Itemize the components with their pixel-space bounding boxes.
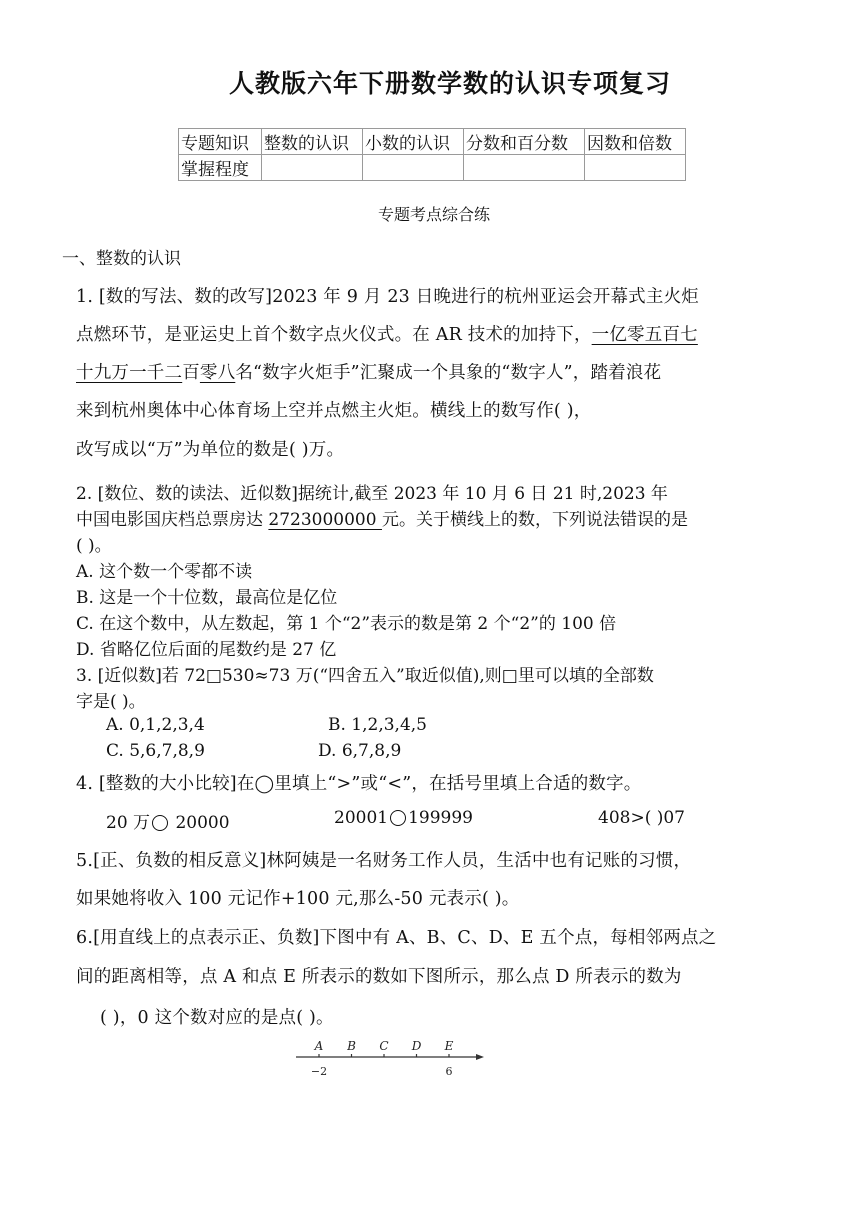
q6-line-1: 6.[用直线上的点表示正、负数]下图中有 A、B、C、D、E 五个点，每相邻两点之 [76, 928, 717, 948]
q1-text: 名“数字火炬手”汇聚成一个具象的“数字人”，踏着浪花 [235, 363, 662, 383]
q2-text: 元。关于横线上的数，下列说法错误的是 [381, 510, 688, 530]
point-a-value: −2 [310, 1065, 328, 1078]
q6-line-2: 间的距离相等，点 A 和点 E 所表示的数如下图所示，那么点 D 所表示的数为 [76, 967, 682, 987]
point-label-b: B [347, 1039, 356, 1053]
q1-underlined-number: 一亿零五百七 [591, 325, 698, 345]
table-cell [585, 155, 686, 181]
point-e-value: 6 [445, 1065, 453, 1078]
answer-circle-icon [390, 810, 406, 826]
table-cell [464, 155, 585, 181]
section-heading: 一、整数的认识 [62, 249, 181, 269]
number-line-diagram [288, 1036, 488, 1078]
q4-right-value: 199999 [408, 808, 473, 828]
q3-option-c: C. 5,6,7,8,9 [106, 741, 205, 761]
q2-underlined-number: 2723000000 [268, 510, 382, 530]
point-label-e: E [444, 1039, 454, 1053]
q4-left-value: 20001 [334, 808, 389, 828]
table-header-cell: 整数的认识 [262, 129, 363, 155]
q1-underlined-number: 零八 [199, 363, 236, 383]
q3-option-a: A. 0,1,2,3,4 [106, 715, 205, 735]
q2-option-d: D. 省略亿位后面的尾数约是 27 亿 [76, 640, 337, 660]
q1-line-4: 来到杭州奥体中心体育场上空并点燃主火炬。横线上的数写作( )， [76, 401, 592, 421]
table-row [179, 129, 686, 155]
q2-answer-blank: ( )。 [76, 536, 112, 556]
answer-circle-icon [152, 815, 168, 831]
section-subtitle: 专题考点综合练 [377, 205, 490, 224]
q3-option-b: B. 1,2,3,4,5 [328, 715, 427, 735]
point-label-d: D [411, 1039, 422, 1053]
q3-option-d: D. 6,7,8,9 [318, 741, 402, 761]
page-title: 人教版六年下册数学数的认识专项复习 [228, 69, 671, 98]
q5-line-2: 如果她将收入 100 元记作+100 元,那么-50 元表示( )。 [76, 889, 520, 909]
q4-compare-a [106, 808, 230, 833]
table-header-cell: 小数的认识 [363, 129, 464, 155]
q1-line-3 [76, 359, 661, 384]
q2-line-1: 2. [数位、数的读法、近似数]据统计,截至 2023 年 10 月 6 日 21 时,2023 年 [76, 484, 668, 504]
q4-fill-blank: 408>( )07 [598, 808, 685, 828]
q1-underlined-number: 十九万一千二 [76, 363, 183, 383]
q6-line-3: ( )，0 这个数对应的是点( )。 [100, 1008, 334, 1028]
table-header-cell: 因数和倍数 [585, 129, 686, 155]
q2-option-a: A. 这个数一个零都不读 [76, 562, 253, 582]
point-label-a: A [314, 1039, 324, 1053]
mastery-table [178, 128, 686, 181]
q4-right-value: 20000 [170, 813, 230, 833]
q3-line-1: 3. [近似数]若 72□530≈73 万(“四舍五入”取近似值),则□里可以填的全部数 [76, 666, 654, 686]
q1-text: 百 [182, 363, 200, 383]
table-row [179, 155, 686, 181]
point-label-c: C [379, 1039, 389, 1053]
q1-line-2 [76, 321, 698, 346]
arrow-icon [476, 1054, 484, 1060]
q4-compare-b [334, 808, 473, 828]
q2-text: 中国电影国庆档总票房达 [76, 510, 269, 530]
q2-line-2 [76, 505, 688, 530]
table-row-label: 掌握程度 [179, 155, 262, 181]
q4-line-1: 4. [整数的大小比较]在◯里填上“>”或“<”，在括号里填上合适的数字。 [76, 774, 642, 794]
table-cell [363, 155, 464, 181]
q3-line-2: 字是( )。 [76, 692, 146, 712]
table-cell [262, 155, 363, 181]
q1-line-1: 1. [数的写法、数的改写]2023 年 9 月 23 日晚进行的杭州亚运会开幕式主火炬 [76, 287, 699, 307]
q5-line-1: 5.[正、负数的相反意义]林阿姨是一名财务工作人员，生活中也有记账的习惯， [76, 851, 692, 871]
q1-line-5: 改写成以“万”为单位的数是( )万。 [76, 440, 345, 460]
q1-text: 点燃环节，是亚运史上首个数字点火仪式。在 AR 技术的加持下， [76, 325, 592, 345]
q2-option-c: C. 在这个数中，从左数起，第 1 个“2”表示的数是第 2 个“2”的 100 倍 [76, 614, 617, 634]
q4-left-value: 20 万 [106, 813, 151, 833]
q2-option-b: B. 这是一个十位数，最高位是亿位 [76, 588, 338, 608]
table-header-cell: 分数和百分数 [464, 129, 585, 155]
table-header-cell: 专题知识 [179, 129, 262, 155]
